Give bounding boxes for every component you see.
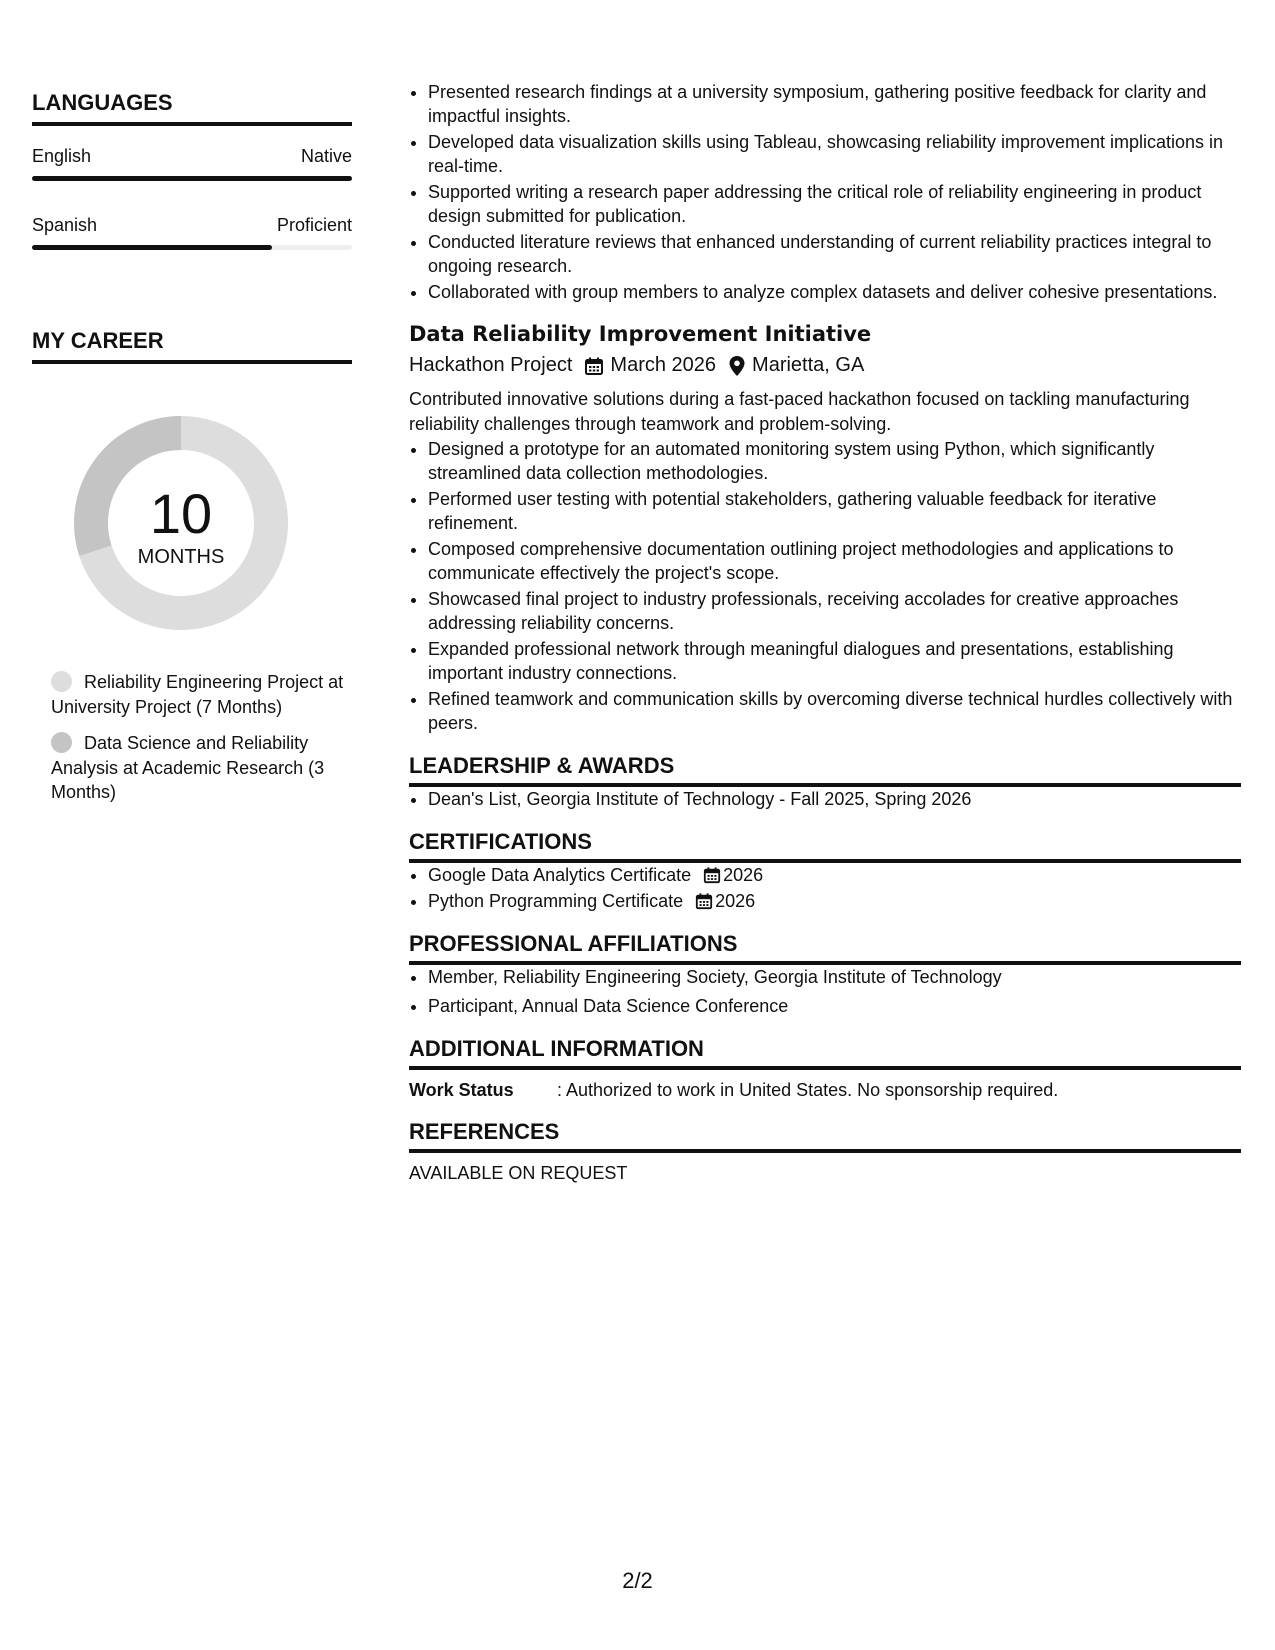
prior-experience-bullets: [409, 80, 1241, 304]
list-item: • Composed comprehensive documentation outlining project methodologies and applications to communicate effectively the project's scope.: [428, 537, 1241, 585]
certification-year: 2026: [715, 891, 756, 911]
calendar-icon: [584, 356, 604, 376]
project-title: Data Reliability Improvement Initiative: [409, 322, 872, 346]
legend-dot-icon: [51, 671, 72, 692]
language-name: English: [32, 146, 92, 166]
sidebar: [32, 90, 352, 817]
language-name: Spanish: [32, 215, 98, 235]
certification-name: Python Programming Certificate: [428, 891, 684, 911]
career-legend-item: [51, 731, 352, 805]
list-item: [428, 889, 1241, 913]
list-item: • Member, Reliability Engineering Society, Georgia Institute of Technology: [428, 965, 1241, 989]
list-item: • Supported writing a research paper addressing the critical role of reliability engineering in product design submitted for publication.: [428, 180, 1241, 228]
career-legend: [32, 670, 352, 805]
references-text: AVAILABLE ON REQUEST: [409, 1163, 628, 1183]
language-level: Native: [300, 146, 352, 166]
career-donut-chart: [66, 408, 296, 638]
affiliations-list: [409, 965, 1241, 1018]
work-status-value: : Authorized to work in United States. No sponsorship required.: [557, 1080, 1059, 1100]
page-number: 2/2: [622, 1568, 653, 1593]
career-heading: MY CAREER: [32, 328, 352, 364]
list-item: • Dean's List, Georgia Institute of Technology - Fall 2025, Spring 2026: [428, 787, 1241, 811]
certification-year: 2026: [723, 865, 764, 885]
project-description: Contributed innovative solutions during a fast-paced hackathon focused on tackling manufacturing reliability challenges through teamwork and problem-solving.: [409, 389, 1190, 434]
list-item: • Refined teamwork and communication skills by overcoming diverse technical hurdles collectively with peers.: [428, 687, 1241, 735]
language-proficiency-fill: [32, 245, 272, 250]
language-level: Proficient: [276, 215, 352, 235]
work-status-label: Work Status: [409, 1080, 514, 1100]
project-meta: [409, 354, 1241, 377]
leadership-heading: LEADERSHIP & AWARDS: [409, 753, 1241, 787]
project-date: March 2026: [610, 354, 717, 376]
legend-dot-icon: [51, 732, 72, 753]
project-bullets: [409, 437, 1241, 735]
language-proficiency-bar: [32, 176, 352, 181]
project-type: Hackathon Project: [409, 354, 573, 376]
list-item: • Developed data visualization skills using Tableau, showcasing reliability improvement implications in real-time.: [428, 130, 1241, 178]
leadership-list: [409, 787, 1241, 811]
career-entry-label: Data Science and Reliability Analysis at Academic Research (3 Months): [51, 733, 325, 802]
language-proficiency-fill: [32, 176, 352, 181]
language-item: [32, 215, 352, 250]
calendar-icon: [703, 866, 721, 884]
list-item: • Showcased final project to industry professionals, receiving accolades for creative approaches addressing reliability concerns.: [428, 587, 1241, 635]
career-entry-label: Reliability Engineering Project at University Project (7 Months): [51, 672, 344, 717]
additional-info-heading: ADDITIONAL INFORMATION: [409, 1036, 1241, 1070]
career-total: [66, 408, 296, 638]
certifications-list: [409, 863, 1241, 913]
language-proficiency-bar: [32, 245, 352, 250]
list-item: • Expanded professional network through meaningful dialogues and presentations, establishing important industry connections.: [428, 637, 1241, 685]
language-item: [32, 146, 352, 181]
list-item: • Designed a prototype for an automated monitoring system using Python, which significantly streamlined data collection methodologies.: [428, 437, 1241, 485]
location-pin-icon: [728, 355, 746, 377]
certification-name: Google Data Analytics Certificate: [428, 865, 692, 885]
career-legend-item: [51, 670, 352, 719]
list-item: • Performed user testing with potential stakeholders, gathering valuable feedback for iterative refinement.: [428, 487, 1241, 535]
career-total-value: 10: [149, 482, 213, 545]
languages-heading: LANGUAGES: [32, 90, 352, 126]
calendar-icon: [695, 892, 713, 910]
career-total-unit: MONTHS: [137, 546, 225, 568]
list-item: • Presented research findings at a university symposium, gathering positive feedback for clarity and impactful insights.: [428, 80, 1241, 128]
list-item: • Participant, Annual Data Science Conference: [428, 994, 1241, 1018]
main-content: [409, 80, 1241, 1184]
certifications-heading: CERTIFICATIONS: [409, 829, 1241, 863]
references-heading: REFERENCES: [409, 1119, 1241, 1153]
project-location: Marietta, GA: [752, 354, 865, 376]
list-item: • Conducted literature reviews that enhanced understanding of current reliability practices integral to ongoing research.: [428, 230, 1241, 278]
work-status-row: [409, 1080, 1241, 1101]
list-item: • Collaborated with group members to analyze complex datasets and deliver cohesive presentations.: [428, 280, 1241, 304]
affiliations-heading: PROFESSIONAL AFFILIATIONS: [409, 931, 1241, 965]
list-item: [428, 863, 1241, 887]
